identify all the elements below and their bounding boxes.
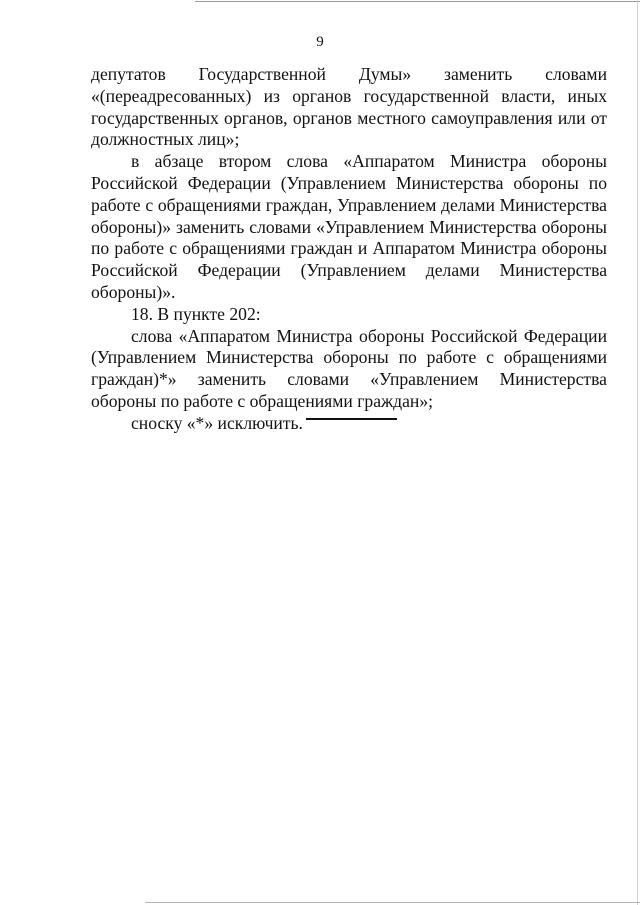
scan-top-edge [195,1,640,2]
scan-right-edge [637,0,638,905]
scan-bottom-edge [145,902,640,903]
document-body [91,64,607,435]
page-number: 9 [316,34,324,50]
paragraph-item-18-heading: 18. В пункте 202: [131,303,261,324]
paragraph-intro-continuation: депутатов Государственной Думы» заменить словами «(переадресованных) из органов государственной власти, иных государственных органов, органов местного самоуправления или от должностных лиц»; [91,64,607,150]
paragraph-second-subparagraph: в абзаце втором слова «Аппаратом Министра обороны Российской Федерации (Управлением Министерства обороны по работе с обращениями граждан, Управлением делами Министерства обороны)» заменить словами «Управлением Министерства обороны по работе с обращениями граждан и Аппаратом Министра обороны Российской Федерации (Управлением делами Министерства обороны)». [91,151,607,302]
paragraph-footnote-removal: сноску «*» исключить. [131,412,303,433]
paragraph-item-18-words: слова «Аппаратом Министра обороны Российской Федерации (Управлением Министерства обороны по работе с обращениями граждан)*» заменить словами «Управлением Министерства обороны по работе с обращениями граждан»; [91,325,607,411]
end-separator-line [306,418,397,420]
